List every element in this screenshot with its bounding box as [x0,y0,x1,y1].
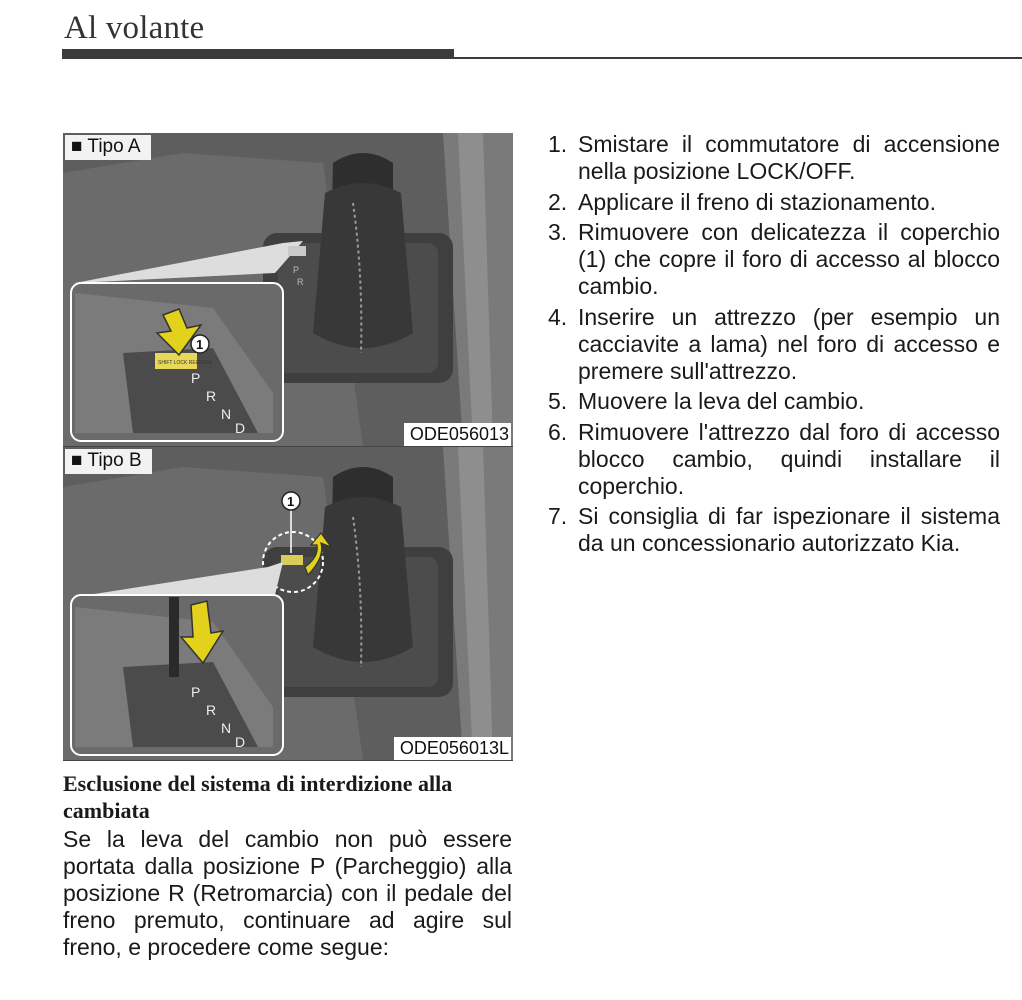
step-number: 7. [548,503,568,529]
figure-type-b [63,447,513,761]
steps-list [548,131,1000,561]
gear-p-a: P [191,370,201,386]
gear-r-b: R [206,702,217,718]
step-item [548,189,1000,216]
gear-n-a: N [221,406,232,422]
step-number: 1. [548,131,568,157]
step-text: Rimuovere con delicatezza il coperchio (1) che copre il foro di accesso al blocco cambio. [578,219,1000,299]
callout-number-b: 1 [287,494,295,509]
figure-tag-a: ■ Tipo A [65,135,151,160]
step-number: 3. [548,219,568,245]
svg-text:R: R [297,277,304,287]
header-rule-thin [454,57,1022,59]
step-item [548,503,1000,557]
page-title: Al volante [64,10,205,46]
step-text: Muovere la leva del cambio. [578,388,865,414]
section-body: Se la leva del cambio non può essere portata dalla posizione P (Parcheggio) alla posizione R (Retromarcia) con il pedale del freno premuto, continuare ad agire sul freno, e procedere come segue: [63,826,512,960]
step-text: Smistare il commutatore di accensione nella posizione LOCK/OFF. [578,131,1000,184]
step-item [548,304,1000,385]
step-item [548,131,1000,185]
step-item [548,388,1000,415]
svg-text:P: P [293,265,300,275]
gear-r-a: R [206,388,217,404]
step-item [548,419,1000,500]
shifter-illustration-b [63,447,513,760]
step-text: Inserire un attrezzo (per esempio un cacciavite a lama) nel foro di accesso e premere sull'attrezzo. [578,303,1000,384]
step-number: 2. [548,188,568,215]
figure-type-a [63,133,513,447]
gear-d-b: D [235,734,246,750]
step-number: 6. [548,418,568,445]
figure-tag-b: ■ Tipo B [65,449,152,474]
callout-number-a: 1 [196,337,204,352]
step-text: Rimuovere l'attrezzo dal foro di accesso blocco cambio, quindi installare il coperchio. [578,418,1000,499]
step-number: 5. [548,388,568,414]
section-heading: Esclusione del sistema di interdizione alla cambiata [63,771,453,823]
shift-lock-label-a: SHIFT LOCK RELEASE [158,360,212,366]
step-number: 4. [548,303,568,330]
figure-code-b: ODE056013L [394,737,511,760]
gear-p-b: P [191,684,201,700]
gear-n-b: N [221,720,232,736]
step-item [548,219,1000,300]
shifter-illustration-a [63,133,513,446]
gear-d-a: D [235,420,246,436]
step-text: Applicare il freno di stazionamento. [578,188,936,215]
step-text: Si consiglia di far ispezionare il sistema da un concessionario autorizzato Kia. [578,503,1000,556]
figure-code-a: ODE056013 [404,423,511,446]
header-rule-thick [62,49,454,59]
